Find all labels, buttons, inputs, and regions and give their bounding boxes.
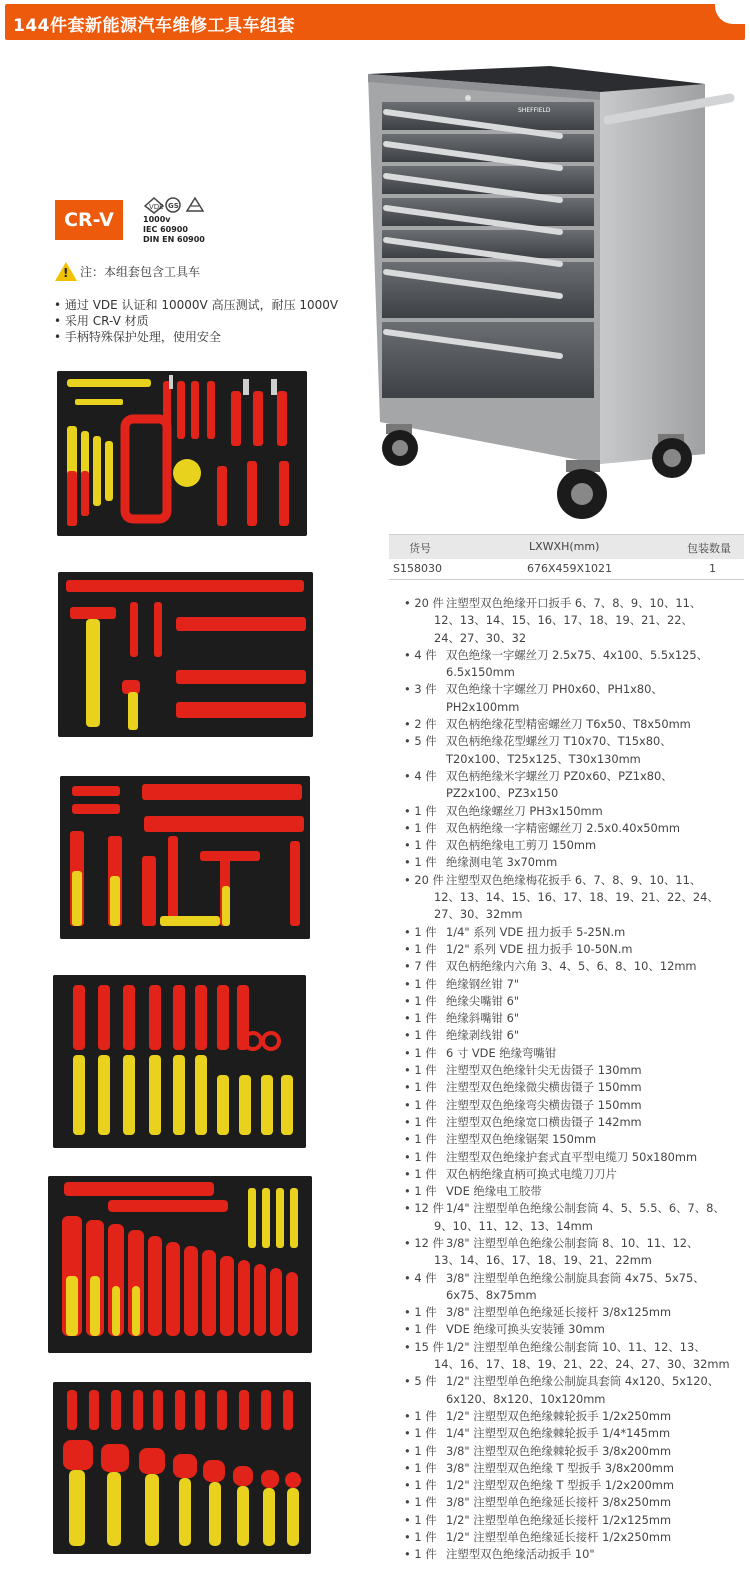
item-description: 14、16、17、18、19、21、22、24、27、30、32mm <box>434 1357 730 1372</box>
item-quantity: • 1 件 <box>404 1132 437 1147</box>
item-description: 绝缘剥线钳 6" <box>446 1028 520 1043</box>
item-description: 双色柄绝缘花型螺丝刀 T10x70、T15x80、 <box>446 734 672 749</box>
item-description: 27、30、32mm <box>434 907 523 922</box>
list-item <box>404 854 744 871</box>
list-item <box>404 872 744 924</box>
list-item <box>404 958 744 975</box>
feature-list <box>54 297 338 345</box>
list-item <box>404 1512 744 1529</box>
gs-vde-icon <box>143 196 213 214</box>
certification-marks <box>143 196 218 248</box>
item-description: 1/2" 注塑型单色绝缘延长接杆 1/2x125mm <box>446 1512 672 1527</box>
item-quantity: • 1 件 <box>404 1080 437 1095</box>
item-quantity: • 1 件 <box>404 838 437 853</box>
item-description: 24、27、30、32 <box>434 630 527 645</box>
item-description: T20x100、T25x125、T30x130mm <box>446 751 641 766</box>
item-quantity: • 5 件 <box>404 734 437 749</box>
list-item <box>404 1079 744 1096</box>
svg-text:VDE: VDE <box>149 203 164 211</box>
item-description: 注塑型双色绝缘护套式直平型电缆刀 50x180mm <box>446 1149 698 1164</box>
item-quantity: • 1 件 <box>404 1322 437 1337</box>
note-text: 注：本组套包含工具车 <box>80 265 201 279</box>
list-item <box>404 1114 744 1131</box>
trolley-brand: SHEFFIELD <box>518 107 551 114</box>
spec-table <box>389 534 744 580</box>
item-description: 注塑型双色绝缘开口扳手 6、7、8、9、10、11、 <box>446 596 702 610</box>
list-item <box>404 1443 744 1460</box>
cert-text: 1000v IEC 60900 DIN EN 60900 <box>143 215 205 244</box>
item-description: 6 寸 VDE 绝缘弯嘴钳 <box>446 1045 557 1060</box>
item-quantity: • 1 件 <box>404 1408 437 1423</box>
item-quantity: • 1 件 <box>404 941 437 956</box>
item-quantity: • 1 件 <box>404 1460 437 1475</box>
item-quantity: • 1 件 <box>404 803 437 818</box>
item-quantity: • 4 件 <box>404 1270 437 1285</box>
item-description: 1/4" 系列 VDE 扭力扳手 5-25N.m <box>446 924 626 939</box>
feature-item: • 手柄特殊保护处理，使用安全 <box>54 330 221 344</box>
item-description: 注塑型双色绝缘微尖横齿镊子 150mm <box>446 1080 642 1095</box>
item-description: 双色绝缘一字螺丝刀 2.5x75、4x100、5.5x125、 <box>446 647 708 662</box>
item-quantity: • 1 件 <box>404 1443 437 1458</box>
item-description: 1/2" 注塑型单色绝缘公制套筒 10、11、12、13、 <box>446 1339 706 1354</box>
item-quantity: • 1 件 <box>404 1547 437 1562</box>
item-description: 双色绝缘螺丝刀 PH3x150mm <box>446 803 603 818</box>
header-dimensions: LXWXH(mm) <box>529 540 600 553</box>
tray-2 <box>58 572 313 737</box>
item-description: 1/2" 系列 VDE 扭力扳手 10-50N.m <box>446 941 633 956</box>
feature-item: • 采用 CR-V 材质 <box>54 314 149 328</box>
item-description: 1/2" 注塑型双色绝缘 T 型扳手 1/2x200mm <box>446 1478 674 1493</box>
tray-4 <box>53 975 306 1148</box>
item-quantity: • 20 件 <box>404 596 444 610</box>
list-item <box>404 837 744 854</box>
item-quantity: • 1 件 <box>404 976 437 991</box>
item-quantity: • 1 件 <box>404 1512 437 1527</box>
item-quantity: • 1 件 <box>404 1063 437 1078</box>
list-item <box>404 768 744 803</box>
list-item <box>404 1494 744 1511</box>
item-description: 3/8" 注塑型单色绝缘延长接杆 3/8x125mm <box>446 1305 672 1320</box>
item-description: 6x75、8x75mm <box>446 1287 537 1302</box>
item-quantity: • 1 件 <box>404 1028 437 1043</box>
header-notch <box>715 4 745 24</box>
item-description: 双色柄绝缘米字螺丝刀 PZ0x60、PZ1x80、 <box>446 768 673 783</box>
item-quantity: • 2 件 <box>404 717 437 732</box>
list-item <box>404 820 744 837</box>
item-description: 3/8" 注塑型双色绝缘 T 型扳手 3/8x200mm <box>446 1460 674 1475</box>
item-description: 1/4" 注塑型双色绝缘棘轮扳手 1/4*145mm <box>446 1426 671 1441</box>
item-quantity: • 1 件 <box>404 993 437 1008</box>
tray-3 <box>60 776 310 939</box>
item-description: 12、13、14、15、16、17、18、19、21、22、24、 <box>434 890 719 905</box>
item-quantity: • 1 件 <box>404 1045 437 1060</box>
item-description: 3/8" 注塑型双色绝缘棘轮扳手 3/8x200mm <box>446 1443 672 1458</box>
item-quantity: • 1 件 <box>404 1149 437 1164</box>
header-item-no: 货号 <box>409 542 431 555</box>
tray-5 <box>48 1176 312 1353</box>
contents-list <box>404 595 744 1564</box>
tool-trolley-image <box>360 62 738 524</box>
item-description: 6.5x150mm <box>446 665 515 680</box>
list-item <box>404 993 744 1010</box>
item-quantity: • 5 件 <box>404 1374 437 1389</box>
list-item <box>404 1062 744 1079</box>
list-item <box>404 1304 744 1321</box>
cell-package-qty: 1 <box>709 562 716 575</box>
list-item <box>404 1166 744 1183</box>
cell-item-no: S158030 <box>393 562 442 575</box>
item-quantity: • 1 件 <box>404 1305 437 1320</box>
item-description: 绝缘测电笔 3x70mm <box>446 855 558 870</box>
item-description: 双色柄绝缘一字精密螺丝刀 2.5x0.40x50mm <box>446 820 680 835</box>
item-quantity: • 15 件 <box>404 1339 444 1354</box>
list-item <box>404 1373 744 1408</box>
item-description: 双色柄绝缘直柄可换式电缆刀刀片 <box>446 1166 617 1181</box>
tray-6 <box>53 1382 311 1554</box>
item-description: 双色柄绝缘花型精密螺丝刀 T6x50、T8x50mm <box>446 717 691 732</box>
list-item <box>404 595 744 647</box>
item-description: 注塑型双色绝缘梅花扳手 6、7、8、9、10、11、 <box>446 872 702 887</box>
item-quantity: • 4 件 <box>404 647 437 662</box>
item-quantity: • 1 件 <box>404 1530 437 1545</box>
item-quantity: • 1 件 <box>404 1478 437 1493</box>
item-quantity: • 1 件 <box>404 1184 437 1199</box>
list-item <box>404 941 744 958</box>
list-item <box>404 1045 744 1062</box>
item-description: PZ2x100、PZ3x150 <box>446 786 559 801</box>
item-description: 3/8" 注塑型单色绝缘延长接杆 3/8x250mm <box>446 1495 672 1510</box>
list-item <box>404 1546 744 1563</box>
list-item <box>404 647 744 682</box>
list-item <box>404 681 744 716</box>
feature-item: • 通过 VDE 认证和 10000V 高压测试，耐压 1000V <box>54 298 339 312</box>
item-description: 注塑型双色绝缘弯尖横齿镊子 150mm <box>446 1097 642 1112</box>
item-description: 注塑型双色绝缘活动扳手 10" <box>446 1547 595 1562</box>
list-item <box>404 1425 744 1442</box>
item-description: 注塑型双色绝缘锯架 150mm <box>446 1132 597 1147</box>
page-title: 144件套新能源汽车维修工具车组套 <box>13 16 295 36</box>
list-item <box>404 1131 744 1148</box>
item-description: 双色柄绝缘内六角 3、4、5、6、8、10、12mm <box>446 959 697 974</box>
item-description: 双色柄绝缘电工剪刀 150mm <box>446 838 597 853</box>
list-item <box>404 1097 744 1114</box>
item-description: 3/8" 注塑型单色绝缘公制套筒 8、10、11、12、 <box>446 1235 699 1250</box>
item-description: 注塑型双色绝缘宽口横齿镊子 142mm <box>446 1114 642 1129</box>
item-quantity: • 1 件 <box>404 855 437 870</box>
item-description: 双色绝缘十字螺丝刀 PH0x60、PH1x80、 <box>446 682 663 697</box>
crv-badge: CR-V <box>55 200 123 240</box>
item-quantity: • 1 件 <box>404 820 437 835</box>
item-description: 绝缘尖嘴钳 6" <box>446 993 520 1008</box>
list-item <box>404 803 744 820</box>
item-quantity: • 7 件 <box>404 959 437 974</box>
cell-dimensions: 676X459X1021 <box>527 562 613 575</box>
list-item <box>404 1027 744 1044</box>
item-description: 1/2" 注塑型双色绝缘棘轮扳手 1/2x250mm <box>446 1408 672 1423</box>
item-description: PH2x100mm <box>446 699 520 714</box>
item-quantity: • 12 件 <box>404 1201 444 1216</box>
item-quantity: • 3 件 <box>404 682 437 697</box>
list-item <box>404 733 744 768</box>
item-description: VDE 绝缘可换头安装锤 30mm <box>446 1322 605 1337</box>
list-item <box>404 1460 744 1477</box>
list-item <box>404 1477 744 1494</box>
item-quantity: • 1 件 <box>404 1011 437 1026</box>
item-quantity: • 20 件 <box>404 872 444 887</box>
item-description: 绝缘钢丝钳 7" <box>446 976 520 991</box>
list-item <box>404 1010 744 1027</box>
list-item <box>404 1149 744 1166</box>
item-description: 9、10、11、12、13、14mm <box>434 1218 593 1233</box>
item-quantity: • 1 件 <box>404 1097 437 1112</box>
item-description: 注塑型双色绝缘针尖无齿镊子 130mm <box>446 1063 642 1078</box>
item-quantity: • 1 件 <box>404 1426 437 1441</box>
item-description: 13、14、16、17、18、19、21、22mm <box>434 1253 652 1268</box>
item-quantity: • 1 件 <box>404 1495 437 1510</box>
item-description: 3/8" 注塑型单色绝缘公制旋具套筒 4x75、5x75、 <box>446 1270 705 1285</box>
item-description: 绝缘斜嘴钳 6" <box>446 1011 520 1026</box>
item-description: 12、13、14、15、16、17、18、19、21、22、 <box>434 613 693 628</box>
spec-row <box>389 558 744 580</box>
list-item <box>404 1321 744 1338</box>
list-item <box>404 924 744 941</box>
list-item <box>404 1200 744 1235</box>
header-package-qty: 包装数量 <box>687 542 731 555</box>
list-item <box>404 1183 744 1200</box>
list-item <box>404 716 744 733</box>
list-item <box>404 1270 744 1305</box>
spec-header-row <box>389 534 744 559</box>
list-item <box>404 1529 744 1546</box>
item-quantity: • 1 件 <box>404 1166 437 1181</box>
item-quantity: • 1 件 <box>404 924 437 939</box>
list-item <box>404 1339 744 1374</box>
list-item <box>404 1235 744 1270</box>
item-description: 1/4" 注塑型单色绝缘公制套筒 4、5、5.5、6、7、8、 <box>446 1201 725 1216</box>
item-description: 1/2" 注塑型单色绝缘公制旋具套筒 4x120、5x120、 <box>446 1374 720 1389</box>
warning-icon: ! <box>55 262 77 281</box>
svg-text:GS: GS <box>168 202 179 210</box>
tray-1 <box>57 371 307 536</box>
page-header <box>5 4 745 40</box>
trolley-note <box>55 262 200 281</box>
item-quantity: • 12 件 <box>404 1235 444 1250</box>
item-quantity: • 1 件 <box>404 1114 437 1129</box>
item-description: 6x120、8x120、10x120mm <box>446 1391 606 1406</box>
item-description: 1/2" 注塑型单色绝缘延长接杆 1/2x250mm <box>446 1530 672 1545</box>
item-quantity: • 4 件 <box>404 768 437 783</box>
list-item <box>404 1408 744 1425</box>
list-item <box>404 976 744 993</box>
item-description: VDE 绝缘电工胶带 <box>446 1184 542 1199</box>
